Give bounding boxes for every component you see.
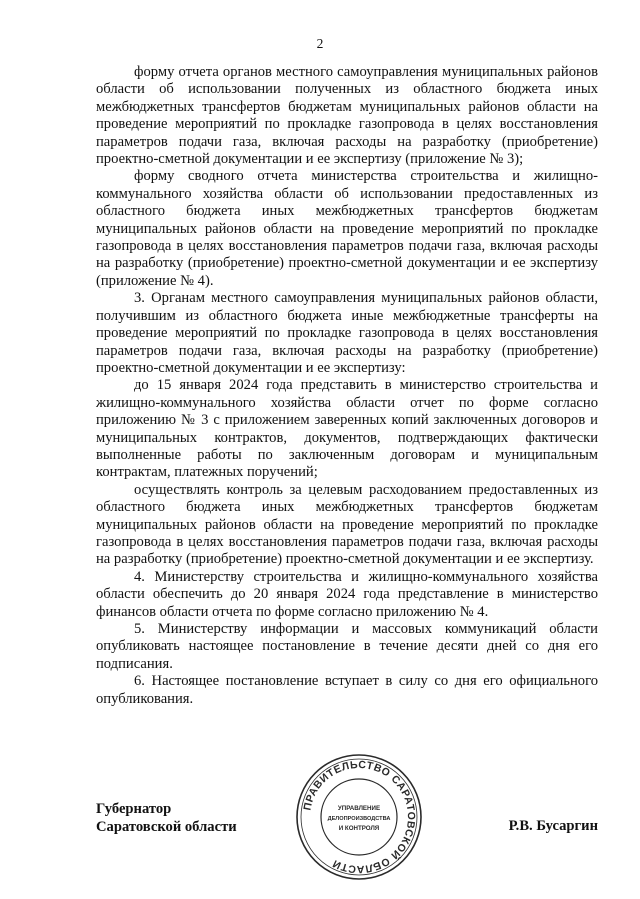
signer-title-line1: Губернатор xyxy=(96,801,172,817)
seal-ring-text: ПРАВИТЕЛЬСТВО САРАТОВСКОЙ ОБЛАСТИ xyxy=(301,758,418,876)
paragraph-form-consolidated-report: форму сводного отчета министерства строительства и жилищно-коммунального хозяйства области об использовании предоставленных из областного бюджета иных межбюджетных трансфертов бюджетам муниципальных районов области на проведение мероприятий по прокладке газопровода в целях восстановления параметров подачи газа, включая расходы на разработку (приобретение) проектно-сметной документации и ее экспертизу (приложение № 4). xyxy=(96,168,598,289)
official-seal xyxy=(294,752,424,882)
signer-name: Р.В. Бусаргин xyxy=(508,818,598,834)
paragraph-item-5: 5. Министерству информации и массовых коммуникаций области опубликовать настоящее постановление в течение десяти дней со дня его подписания. xyxy=(96,621,598,672)
paragraph-item-3-deadline: до 15 января 2024 года представить в министерство строительства и жилищно-коммунального хозяйства области отчет по форме согласно приложению № 3 с приложением заверенных копий заключенных договоров и муниципальных контрактов, документов, подтверждающих фактически выполненные работы по заключенным договорам и муниципальным контрактам, платежных поручений; xyxy=(96,377,598,481)
seal-center-line1: УПРАВЛЕНИЕ xyxy=(337,805,381,812)
paragraph-form-report-municipal: форму отчета органов местного самоуправления муниципальных районов области об использовании полученных из областного бюджета иных межбюджетных трансфертов бюджетам муниципальных районов области на проведение мероприятий по прокладке газопровода в целях восстановления параметров подачи газа, включая расходы на разработку (приобретение) проектно-сметной документации и ее экспертизу (приложение № 3); xyxy=(96,64,598,168)
document-body xyxy=(96,64,598,708)
seal-center-line3: И КОНТРОЛЯ xyxy=(338,825,380,832)
paragraph-item-6: 6. Настоящее постановление вступает в силу со дня его официального опубликования. xyxy=(96,673,598,707)
paragraph-item-3-control: осуществлять контроль за целевым расходованием предоставленных из областного бюджета иных межбюджетных трансфертов бюджетам муниципальных районов области на проведение мероприятий по прокладке газопровода в целях восстановления параметров подачи газа, включая расходы на разработку (приобретение) проектно-сметной документации и ее экспертизу. xyxy=(96,481,598,568)
paragraph-item-4: 4. Министерству строительства и жилищно-коммунального хозяйства области обеспечить до 20 января 2024 года представление в министерство финансов области отчета по форме согласно приложению № 4. xyxy=(96,568,598,620)
page-number: 2 xyxy=(316,36,324,51)
paragraph-item-3: 3. Органам местного самоуправления муниципальных районов области, получившим из областного бюджета иные межбюджетные трансферты на проведение мероприятий по прокладке газопровода в целях восстановления параметров подачи газа, включая расходы на разработку (приобретение) проектно-сметной документации и ее экспертизу: xyxy=(96,290,598,376)
signer-title-line2: Саратовской области xyxy=(96,819,237,835)
seal-center-line2: ДЕЛОПРОИЗВОДСТВА xyxy=(327,816,391,822)
